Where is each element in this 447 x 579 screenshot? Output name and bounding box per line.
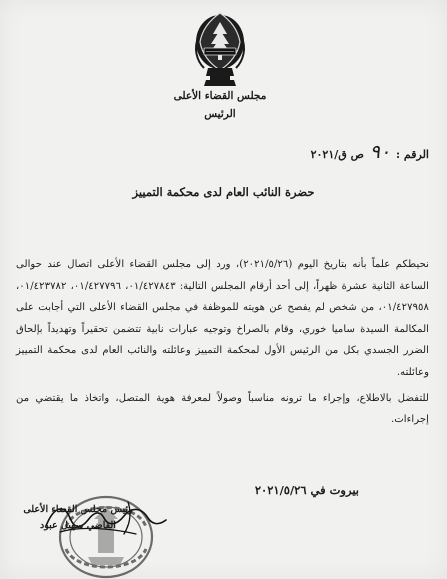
signature-block [12, 502, 144, 534]
signatory-title: رئيس مجلس القضاء الأعلى [23, 504, 133, 515]
reference-label: الرقم : [396, 148, 429, 161]
emblem-logo [188, 8, 252, 90]
reference-number [311, 141, 429, 163]
reference-code: ص ق/٢٠٢١ [310, 148, 364, 161]
date-line: بيروت في ٢٠٢١/٥/٢٦ [254, 483, 359, 497]
addressee-heading: حضرة النائب العام لدى محكمة التمييز [132, 185, 315, 199]
reference-handwritten-number: ٩٠ [369, 141, 391, 163]
signatory-name: القاضي سهيل عبود [40, 520, 116, 531]
body-paragraph-1: نحيطكم علماً بأنه بتاريخ اليوم (٢٠٢١/٥/٢٦)، ورد إلى مجلس القضاء الأعلى اتصال عند حوالى الساعة الثانية عشرة ظهراً، إلى أحد أرقام المجلس التالية: ٠١/٤٢٧٨٤٣، ٠١/٤٢٧٧٩٦، ٠١/٤٢٣٧٨٢، ٠١/٤٢٧٩٥٨، من شخص لم يفصح عن هويته للموظفة في مجلس القضاء الأعلى التي أجابت على المكالمة السيدة ساميا خوري، وقام بالصراخ وتوجيه عبارات نابية تتضمن تحقيراً وتهديداً بإلحاق الضرر الجسدي بكل من الرئيس الأول لمحكمة التمييز وعائلته والنائب العام لدى محكمة التمييز وعائلته. [16, 259, 429, 378]
letter-body [16, 254, 429, 431]
body-paragraph-2: للتفضل بالاطلاع، وإجراء ما ترونه مناسباً وصولاً لمعرفة هوية المتصل، واتخاذ ما يقتضي من إجراءات. [16, 392, 429, 426]
president-title: الرئيس [204, 108, 236, 120]
council-name: مجلس القضاء الأعلى [173, 90, 267, 102]
